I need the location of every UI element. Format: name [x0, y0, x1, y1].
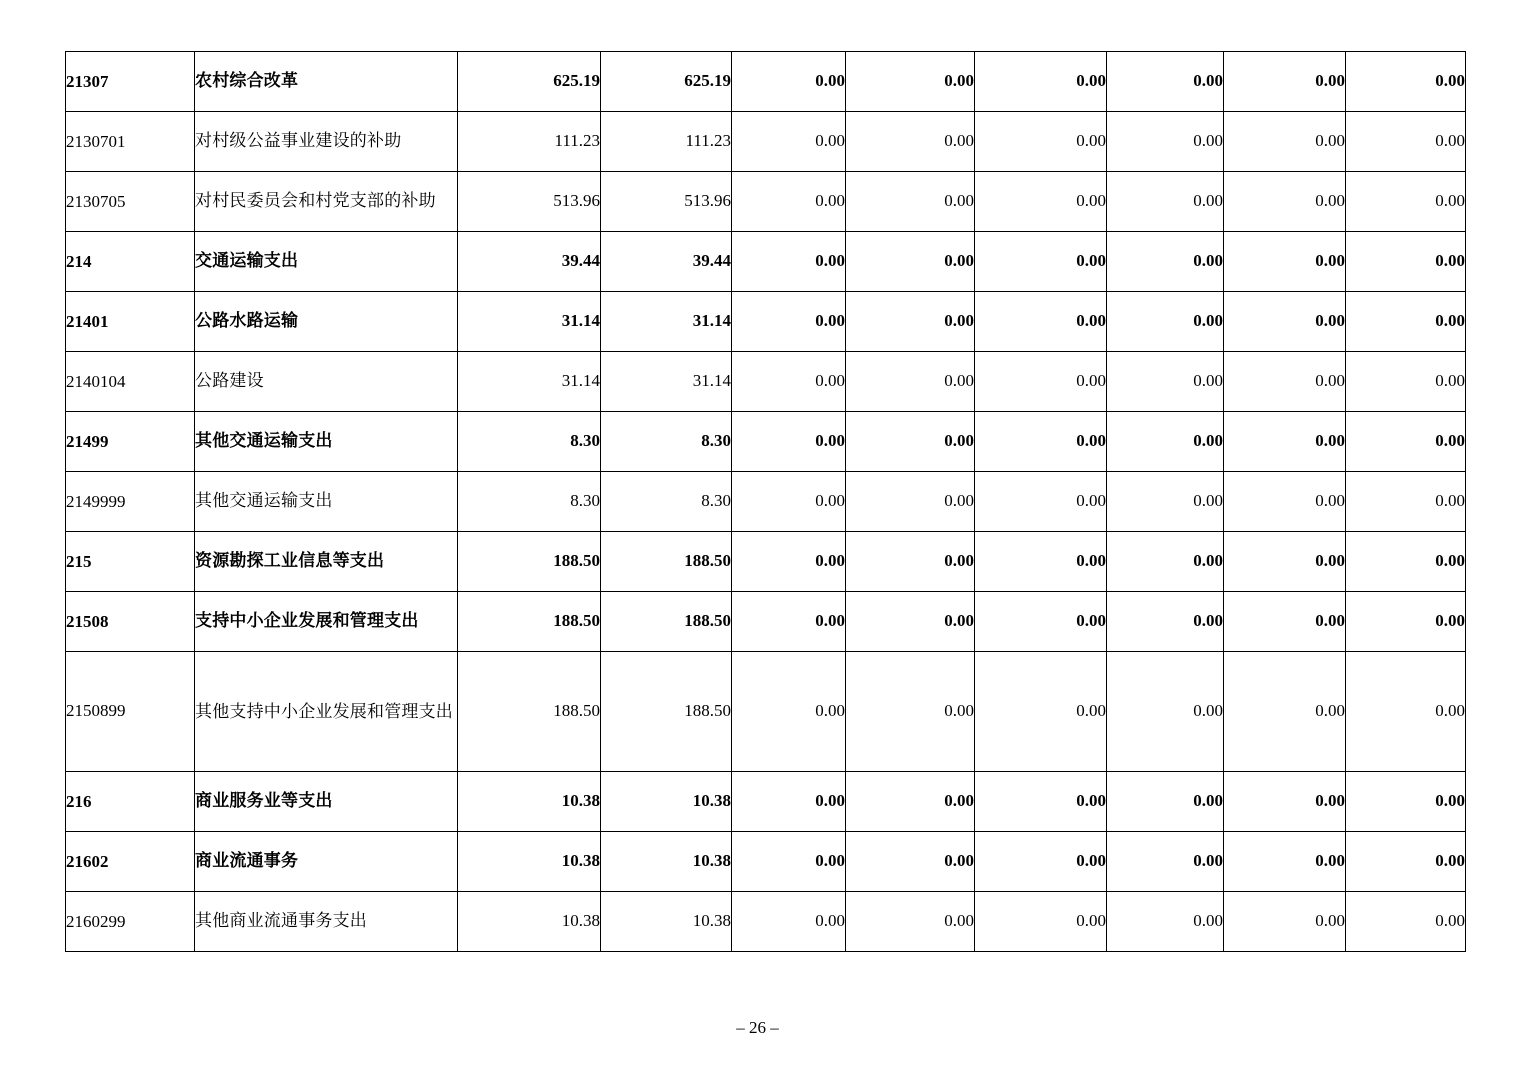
table-row [66, 352, 1466, 412]
amount-cell: 0.00 [1107, 652, 1224, 772]
subject-name-cell: 其他商业流通事务支出 [195, 892, 458, 952]
table-row [66, 52, 1466, 112]
amount-cell: 0.00 [732, 52, 846, 112]
amount-cell: 0.00 [1224, 652, 1346, 772]
amount-cell: 0.00 [975, 772, 1107, 832]
amount-cell: 0.00 [846, 472, 975, 532]
amount-cell: 111.23 [458, 112, 601, 172]
amount-cell: 8.30 [458, 472, 601, 532]
budget-table [65, 51, 1466, 952]
amount-cell: 0.00 [846, 772, 975, 832]
amount-cell: 0.00 [846, 52, 975, 112]
subject-name-cell: 交通运输支出 [195, 232, 458, 292]
subject-name-cell: 资源勘探工业信息等支出 [195, 532, 458, 592]
subject-name-cell: 商业服务业等支出 [195, 772, 458, 832]
amount-cell: 0.00 [1346, 292, 1466, 352]
amount-cell: 31.14 [601, 352, 732, 412]
amount-cell: 0.00 [846, 592, 975, 652]
amount-cell: 0.00 [732, 232, 846, 292]
subject-name-cell: 支持中小企业发展和管理支出 [195, 592, 458, 652]
amount-cell: 0.00 [732, 592, 846, 652]
amount-cell: 0.00 [732, 172, 846, 232]
amount-cell: 31.14 [458, 352, 601, 412]
amount-cell: 31.14 [601, 292, 732, 352]
amount-cell: 31.14 [458, 292, 601, 352]
amount-cell: 0.00 [1107, 532, 1224, 592]
subject-code-cell: 216 [66, 772, 195, 832]
amount-cell: 0.00 [1224, 172, 1346, 232]
amount-cell: 0.00 [1224, 352, 1346, 412]
amount-cell: 0.00 [732, 832, 846, 892]
subject-code-cell: 21602 [66, 832, 195, 892]
subject-code-cell: 21508 [66, 592, 195, 652]
amount-cell: 0.00 [1224, 232, 1346, 292]
amount-cell: 8.30 [601, 472, 732, 532]
amount-cell: 0.00 [1107, 472, 1224, 532]
amount-cell: 0.00 [1346, 832, 1466, 892]
amount-cell: 10.38 [601, 892, 732, 952]
amount-cell: 0.00 [975, 652, 1107, 772]
subject-code-cell: 2140104 [66, 352, 195, 412]
subject-code-cell: 21401 [66, 292, 195, 352]
amount-cell: 0.00 [1224, 472, 1346, 532]
table-row [66, 472, 1466, 532]
amount-cell: 0.00 [732, 532, 846, 592]
amount-cell: 8.30 [458, 412, 601, 472]
amount-cell: 0.00 [1107, 592, 1224, 652]
amount-cell: 0.00 [1107, 832, 1224, 892]
amount-cell: 0.00 [846, 352, 975, 412]
amount-cell: 0.00 [1107, 352, 1224, 412]
amount-cell: 513.96 [601, 172, 732, 232]
subject-name-cell: 公路建设 [195, 352, 458, 412]
amount-cell: 111.23 [601, 112, 732, 172]
amount-cell: 0.00 [732, 352, 846, 412]
subject-code-cell: 21307 [66, 52, 195, 112]
amount-cell: 0.00 [732, 412, 846, 472]
amount-cell: 0.00 [975, 832, 1107, 892]
amount-cell: 8.30 [601, 412, 732, 472]
amount-cell: 188.50 [601, 532, 732, 592]
subject-name-cell: 农村综合改革 [195, 52, 458, 112]
table-row [66, 172, 1466, 232]
amount-cell: 188.50 [458, 532, 601, 592]
amount-cell: 0.00 [1346, 172, 1466, 232]
amount-cell: 39.44 [458, 232, 601, 292]
amount-cell: 0.00 [1224, 52, 1346, 112]
amount-cell: 0.00 [846, 652, 975, 772]
subject-name-cell: 商业流通事务 [195, 832, 458, 892]
table-row [66, 892, 1466, 952]
subject-code-cell: 214 [66, 232, 195, 292]
amount-cell: 0.00 [1107, 232, 1224, 292]
amount-cell: 0.00 [975, 892, 1107, 952]
amount-cell: 0.00 [846, 232, 975, 292]
subject-code-cell: 2130701 [66, 112, 195, 172]
table-row [66, 232, 1466, 292]
amount-cell: 0.00 [1346, 52, 1466, 112]
amount-cell: 0.00 [975, 232, 1107, 292]
amount-cell: 0.00 [732, 652, 846, 772]
amount-cell: 0.00 [846, 112, 975, 172]
page-number: – 26 – [736, 1018, 779, 1037]
table-row [66, 772, 1466, 832]
amount-cell: 10.38 [458, 772, 601, 832]
subject-code-cell: 2149999 [66, 472, 195, 532]
amount-cell: 0.00 [975, 532, 1107, 592]
amount-cell: 0.00 [975, 472, 1107, 532]
amount-cell: 0.00 [1346, 592, 1466, 652]
subject-code-cell: 2130705 [66, 172, 195, 232]
amount-cell: 0.00 [732, 772, 846, 832]
subject-name-cell: 对村级公益事业建设的补助 [195, 112, 458, 172]
table-row [66, 592, 1466, 652]
amount-cell: 0.00 [846, 532, 975, 592]
amount-cell: 0.00 [1224, 112, 1346, 172]
table-row [66, 292, 1466, 352]
amount-cell: 0.00 [1107, 52, 1224, 112]
amount-cell: 0.00 [846, 292, 975, 352]
amount-cell: 0.00 [1346, 652, 1466, 772]
amount-cell: 0.00 [1346, 892, 1466, 952]
amount-cell: 0.00 [975, 352, 1107, 412]
amount-cell: 0.00 [846, 412, 975, 472]
amount-cell: 0.00 [1224, 532, 1346, 592]
amount-cell: 0.00 [1346, 772, 1466, 832]
table-row [66, 652, 1466, 772]
subject-name-cell: 公路水路运输 [195, 292, 458, 352]
amount-cell: 0.00 [1107, 892, 1224, 952]
amount-cell: 0.00 [1107, 412, 1224, 472]
amount-cell: 0.00 [846, 892, 975, 952]
amount-cell: 0.00 [975, 592, 1107, 652]
subject-name-cell: 对村民委员会和村党支部的补助 [195, 172, 458, 232]
table-row [66, 412, 1466, 472]
amount-cell: 188.50 [458, 652, 601, 772]
subject-code-cell: 2150899 [66, 652, 195, 772]
amount-cell: 0.00 [975, 292, 1107, 352]
amount-cell: 10.38 [458, 892, 601, 952]
amount-cell: 0.00 [975, 412, 1107, 472]
amount-cell: 0.00 [732, 292, 846, 352]
amount-cell: 0.00 [1224, 292, 1346, 352]
table-row [66, 832, 1466, 892]
table-row [66, 532, 1466, 592]
table-row [66, 112, 1466, 172]
amount-cell: 0.00 [1224, 412, 1346, 472]
amount-cell: 0.00 [1224, 892, 1346, 952]
amount-cell: 0.00 [732, 112, 846, 172]
subject-name-cell: 其他交通运输支出 [195, 472, 458, 532]
amount-cell: 0.00 [846, 172, 975, 232]
amount-cell: 0.00 [1346, 232, 1466, 292]
amount-cell: 625.19 [458, 52, 601, 112]
subject-code-cell: 2160299 [66, 892, 195, 952]
amount-cell: 625.19 [601, 52, 732, 112]
subject-code-cell: 21499 [66, 412, 195, 472]
table-body [66, 52, 1466, 952]
subject-name-cell: 其他支持中小企业发展和管理支出 [195, 652, 458, 772]
subject-code-cell: 215 [66, 532, 195, 592]
amount-cell: 0.00 [1107, 292, 1224, 352]
amount-cell: 0.00 [975, 52, 1107, 112]
amount-cell: 10.38 [601, 772, 732, 832]
amount-cell: 10.38 [601, 832, 732, 892]
amount-cell: 0.00 [1224, 772, 1346, 832]
amount-cell: 0.00 [1107, 172, 1224, 232]
amount-cell: 0.00 [846, 832, 975, 892]
subject-name-cell: 其他交通运输支出 [195, 412, 458, 472]
amount-cell: 0.00 [1224, 592, 1346, 652]
amount-cell: 0.00 [1346, 532, 1466, 592]
amount-cell: 0.00 [1346, 412, 1466, 472]
amount-cell: 0.00 [1346, 112, 1466, 172]
amount-cell: 0.00 [975, 112, 1107, 172]
amount-cell: 0.00 [975, 172, 1107, 232]
amount-cell: 513.96 [458, 172, 601, 232]
amount-cell: 10.38 [458, 832, 601, 892]
amount-cell: 0.00 [1107, 112, 1224, 172]
amount-cell: 0.00 [1346, 352, 1466, 412]
amount-cell: 188.50 [601, 592, 732, 652]
amount-cell: 0.00 [732, 472, 846, 532]
amount-cell: 0.00 [1224, 832, 1346, 892]
amount-cell: 188.50 [458, 592, 601, 652]
amount-cell: 188.50 [601, 652, 732, 772]
amount-cell: 39.44 [601, 232, 732, 292]
amount-cell: 0.00 [1107, 772, 1224, 832]
amount-cell: 0.00 [1346, 472, 1466, 532]
amount-cell: 0.00 [732, 892, 846, 952]
